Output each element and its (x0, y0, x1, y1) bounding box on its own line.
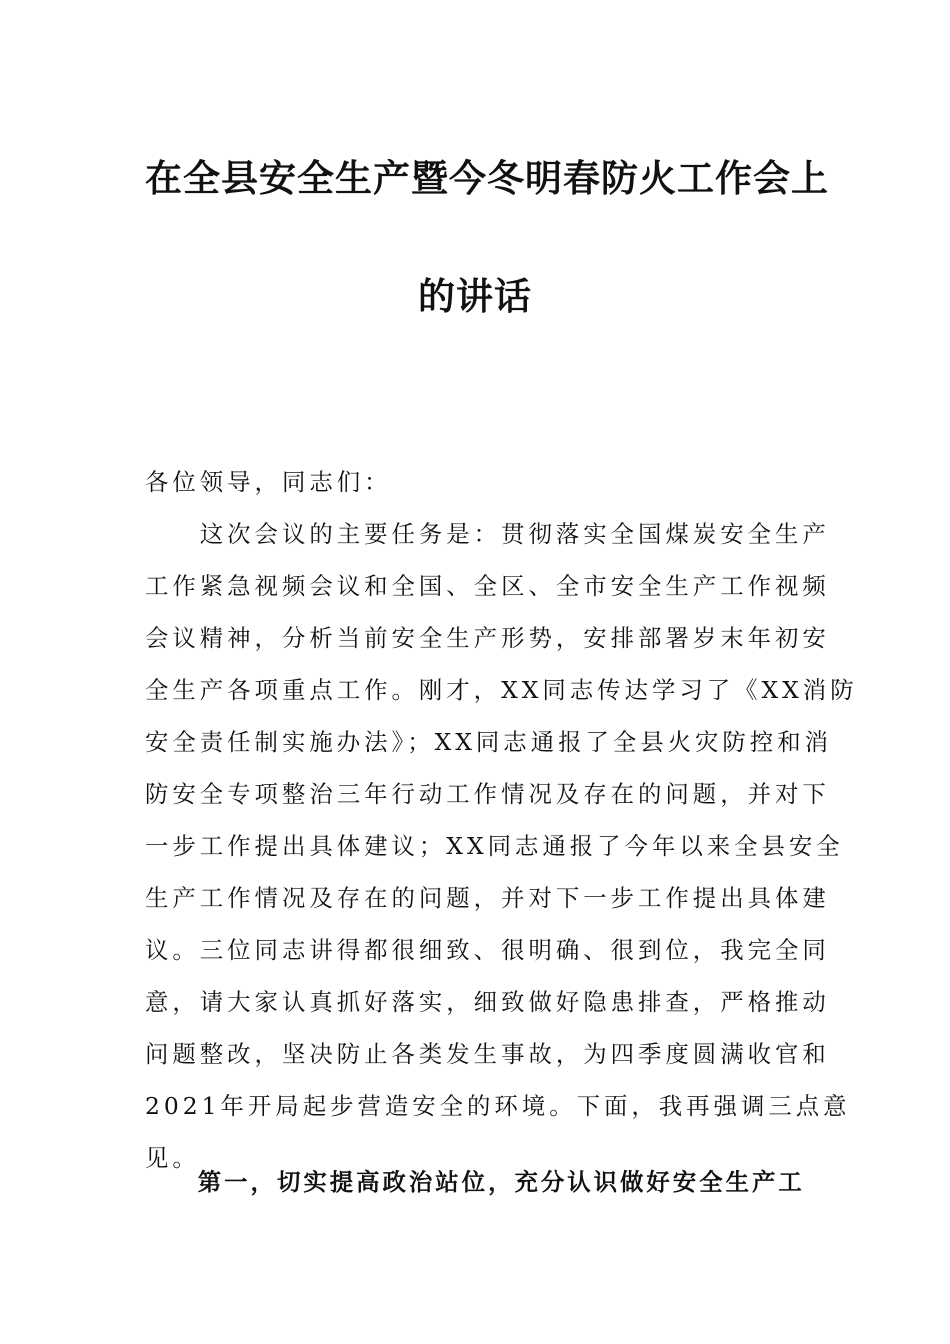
paragraph-line: 生产工作情况及存在的问题，并对下一步工作提出具体建 (145, 884, 830, 912)
document-title-line-1: 在全县安全生产暨今冬明春防火工作会上 (145, 156, 829, 200)
paragraph-line: 防安全专项整治三年行动工作情况及存在的问题，并对下 (145, 780, 830, 808)
paragraph-line: 议。三位同志讲得都很细致、很明确、很到位，我完全同 (145, 936, 830, 964)
document-title-line-2: 的讲话 (418, 274, 532, 318)
paragraph-line: 全生产各项重点工作。刚才，XX同志传达学习了《XX消防 (145, 676, 858, 704)
paragraph-line: 安全责任制实施办法》；XX同志通报了全县火灾防控和消 (145, 728, 832, 756)
paragraph-1 (145, 508, 858, 1172)
paragraph-line: 会议精神，分析当前安全生产形势，安排部署岁末年初安 (145, 624, 830, 652)
section-heading: 第一，切实提高政治站位，充分认识做好安全生产工 (145, 1168, 805, 1196)
paragraph-line: 一步工作提出具体建议；XX同志通报了今年以来全县安全 (145, 832, 844, 860)
paragraph-line: 这次会议的主要任务是：贯彻落实全国煤炭安全生产 (145, 520, 830, 548)
paragraph-line: 问题整改，坚决防止各类发生事故，为四季度圆满收官和 (145, 1040, 830, 1068)
paragraph-line: 意，请大家认真抓好落实，细致做好隐患排查，严格推动 (145, 988, 830, 1016)
salutation: 各位领导，同志们： (145, 468, 392, 496)
paragraph-line: 2021年开局起步营造安全的环境。下面，我再强调三点意 (145, 1092, 851, 1120)
paragraph-line: 工作紧急视频会议和全国、全区、全市安全生产工作视频 (145, 572, 830, 600)
paragraph-line: 见。 (145, 1144, 200, 1172)
